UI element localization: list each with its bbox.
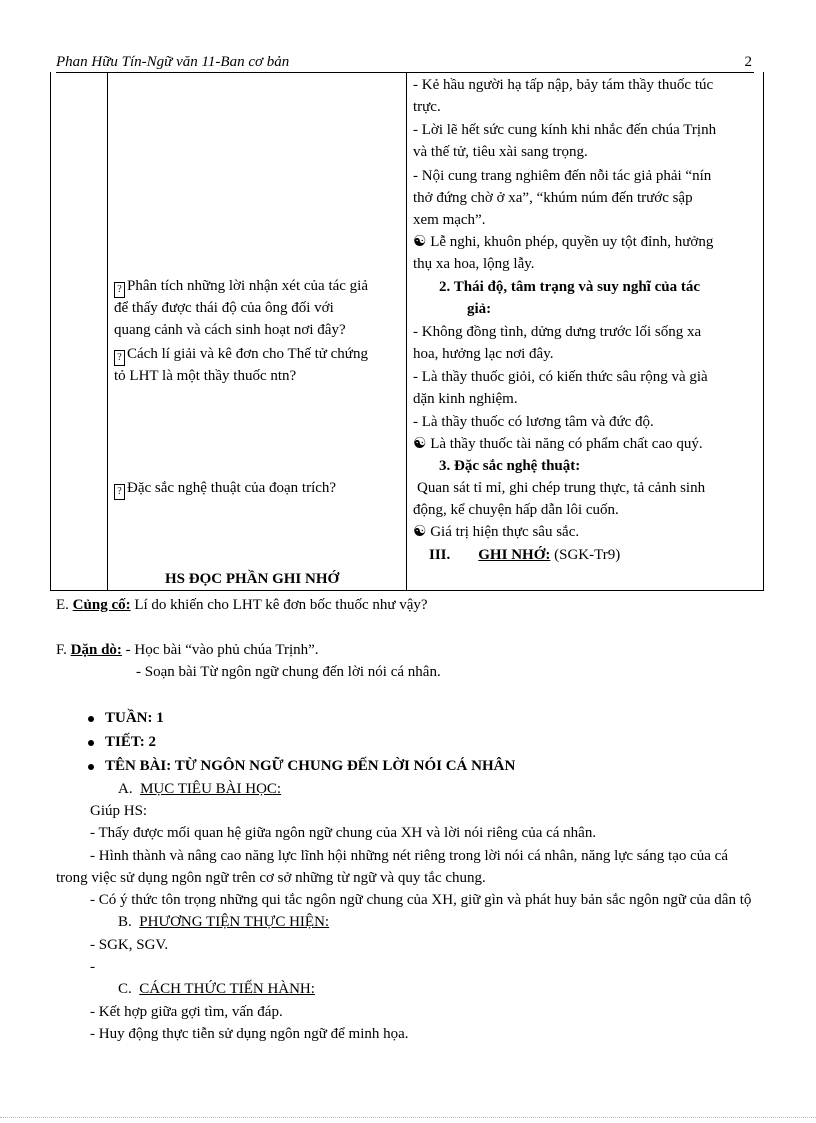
answer-line: - Nội cung trang nghiêm đến nỗi tác giả phải “nín bbox=[413, 168, 712, 184]
table-col-1 bbox=[51, 72, 108, 590]
question-2-line-1: ? Cách lí giải và kê đơn cho Thế tử chứng bbox=[114, 343, 368, 366]
answer-line: và thế tử, tiêu xài sang trọng. bbox=[413, 144, 588, 160]
bullet-icon bbox=[88, 716, 94, 722]
answer-line: ☯ Giá trị hiện thực sâu sắc. bbox=[413, 524, 580, 540]
question-2-line-2: tỏ LHT là một thầy thuốc ntn? bbox=[114, 368, 297, 384]
question-3: ? Đặc sắc nghệ thuật của đoạn trích? bbox=[114, 477, 336, 500]
question-mark-icon: ? bbox=[114, 350, 125, 366]
section-c-line: - Kết hợp giữa gợi tìm, vấn đáp. bbox=[90, 1004, 283, 1020]
section-a-title: A. MỤC TIÊU BÀI HỌC: bbox=[118, 781, 282, 797]
bullet-icon bbox=[88, 764, 94, 770]
table-footer-note: HS ĐỌC PHẦN GHI NHỚ bbox=[165, 571, 340, 587]
section-2-title: 2. Thái độ, tâm trạng và suy nghĩ của tác bbox=[439, 279, 701, 295]
tuan: TUẦN: 1 bbox=[105, 710, 164, 726]
answer-line: ☯ Lễ nghi, khuôn phép, quyền uy tột đỉnh, hưởng bbox=[413, 234, 714, 250]
answer-line: xem mạch”. bbox=[413, 212, 486, 228]
question-1-line-1: ? Phân tích những lời nhận xét của tác giả bbox=[114, 275, 368, 298]
page-header bbox=[56, 52, 754, 73]
ghi-nho-line: III. GHI NHỚ: (SGK-Tr9) bbox=[429, 547, 621, 563]
table-col-questions bbox=[108, 72, 407, 590]
section-a-line: trong việc sử dụng ngôn ngữ trên cơ sở những từ ngữ và quy tắc chung. bbox=[56, 870, 486, 886]
question-1-line-3: quang cảnh và cách sinh hoạt nơi đây? bbox=[114, 322, 346, 338]
section-c-line: - Huy động thực tiễn sử dụng ngôn ngữ để minh họa. bbox=[90, 1026, 409, 1042]
cung-co: E. Củng cố: Lí do khiến cho LHT kê đơn bốc thuốc như vậy? bbox=[56, 597, 428, 613]
answer-line: - Kẻ hầu người hạ tấp nập, bảy tám thầy thuốc túc bbox=[413, 77, 714, 93]
section-3-title: 3. Đặc sắc nghệ thuật: bbox=[439, 458, 581, 474]
answer-line: - Là thầy thuốc có lương tâm và đức độ. bbox=[413, 414, 654, 430]
answer-line: động, kể chuyện hấp dẫn lôi cuốn. bbox=[413, 502, 619, 518]
answer-line: hoa, hưởng lạc nơi đây. bbox=[413, 346, 554, 362]
dan-do-line-2: - Soạn bài Từ ngôn ngữ chung đến lời nói cá nhân. bbox=[136, 664, 441, 680]
answer-line: thụ xa hoa, lộng lẫy. bbox=[413, 256, 535, 272]
page-bottom-divider bbox=[0, 1117, 816, 1118]
answer-line: trực. bbox=[413, 99, 441, 115]
section-b-title: B. PHƯƠNG TIỆN THỰC HIỆN: bbox=[118, 914, 330, 930]
table-col-answers bbox=[407, 72, 763, 590]
answer-line: - Lời lẽ hết sức cung kính khi nhắc đến chúa Trịnh bbox=[413, 122, 717, 138]
lesson-table bbox=[50, 72, 764, 591]
answer-line: thở đứng chờ ở xa”, “khúm núm đến trước sập bbox=[413, 190, 693, 206]
section-a-line: - Thấy được mối quan hệ giữa ngôn ngữ chung của XH và lời nói riêng của cá nhân. bbox=[90, 825, 597, 841]
answer-line: ☯ Là thầy thuốc tài năng có phẩm chất cao quý. bbox=[413, 436, 703, 452]
header-title: Phan Hữu Tín-Ngữ văn 11-Ban cơ bản bbox=[56, 54, 290, 70]
page-number: 2 bbox=[744, 54, 752, 70]
question-mark-icon: ? bbox=[114, 282, 125, 298]
section-b-line: - bbox=[90, 959, 95, 975]
ten-bai: TÊN BÀI: TỪ NGÔN NGỮ CHUNG ĐẾN LỜI NÓI CÁ NHÂN bbox=[105, 758, 516, 774]
question-mark-icon: ? bbox=[114, 484, 125, 500]
section-a-line: - Hình thành và nâng cao năng lực lĩnh hội những nét riêng trong lời nói cá nhân, năng lực sáng tạo của cá bbox=[90, 848, 728, 864]
section-a-line: - Có ý thức tôn trọng những qui tắc ngôn ngữ chung của XH, giữ gìn và phát huy bản sắc ngôn ngữ của dân tộ bbox=[90, 892, 752, 908]
question-1-line-2: để thấy được thái độ của ông đối với bbox=[114, 300, 334, 316]
answer-line: dặn kinh nghiệm. bbox=[413, 391, 518, 407]
answer-line: Quan sát tỉ mỉ, ghi chép trung thực, tả cảnh sinh bbox=[417, 480, 706, 496]
tiet: TIẾT: 2 bbox=[105, 734, 156, 750]
section-2-title-cont: giả: bbox=[467, 301, 492, 317]
section-c-title: C. CÁCH THỨC TIẾN HÀNH: bbox=[118, 981, 315, 997]
section-b-line: - SGK, SGV. bbox=[90, 937, 169, 953]
dan-do: F. Dặn dò: - Học bài “vào phủ chúa Trịnh”. bbox=[56, 642, 319, 658]
answer-line: - Là thầy thuốc giỏi, có kiến thức sâu rộng và già bbox=[413, 369, 708, 385]
section-a-intro: Giúp HS: bbox=[90, 803, 148, 819]
answer-line: - Không đồng tình, dửng dưng trước lối sống xa bbox=[413, 324, 702, 340]
bullet-icon bbox=[88, 740, 94, 746]
